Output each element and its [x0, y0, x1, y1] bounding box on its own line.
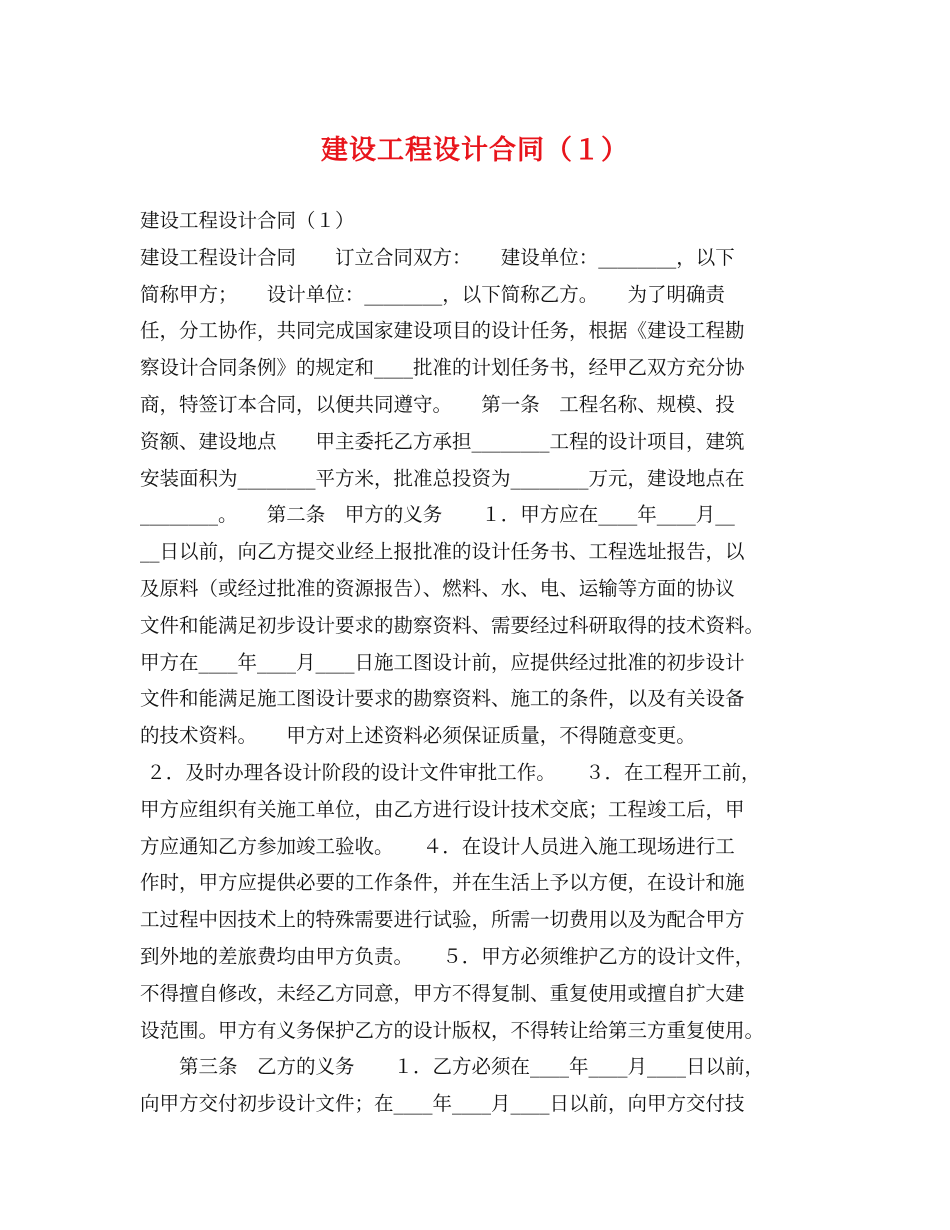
body-line: __日以前，向乙方提交业经上报批准的设计任务书、工程选址报告，以 — [140, 540, 745, 564]
body-line: 工过程中因技术上的特殊需要进行试验，所需一切费用以及为配合甲方 — [140, 908, 745, 932]
body-line: 文件和能满足初步设计要求的勘察资料、需要经过科研取得的技术资料。 — [140, 613, 765, 637]
body-line: 商，特签订本合同，以便共同遵守。 第一条 工程名称、规模、投 — [140, 392, 735, 416]
body-line: 资额、建设地点 甲主委托乙方承担________工程的设计项目，建筑 — [140, 429, 745, 453]
body-line: 向甲方交付初步设计文件；在____年____月____日以前，向甲方交付技 — [140, 1092, 745, 1116]
document-title: 建设工程设计合同（１） — [321, 135, 629, 166]
body-line: 察设计合同条例》的规定和____批准的计划任务书，经甲乙双方充分协 — [140, 356, 745, 380]
body-line: 及原料（或经过批准的资源报告）、燃料、水、电、运输等方面的协议 — [140, 576, 735, 600]
body-line: 到外地的差旅费均由甲方负责。 ５．甲方必须维护乙方的设计文件， — [140, 944, 755, 968]
body-line: 文件和能满足施工图设计要求的勘察资料、施工的条件，以及有关设备 — [140, 687, 745, 711]
document-body — [140, 203, 830, 1123]
body-line: ２．及时办理各设计阶段的设计文件审批工作。 ３．在工程开工前， — [140, 760, 761, 784]
body-line: 甲方在____年____月____日施工图设计前，应提供经过批准的初步设计 — [140, 650, 745, 674]
body-line: 不得擅自修改，未经乙方同意，甲方不得复制、重复使用或擅自扩大建 — [140, 981, 745, 1005]
body-line: 任，分工协作，共同完成国家建设项目的设计任务，根据《建设工程勘 — [140, 319, 745, 343]
body-line: 建设工程设计合同（１） — [140, 209, 355, 232]
body-line: 建设工程设计合同 订立合同双方： 建设单位：________，以下 — [140, 245, 735, 269]
body-line: 设范围。甲方有义务保护乙方的设计版权，不得转让给第三方重复使用。 — [140, 1018, 765, 1042]
body-line: 简称甲方； 设计单位：________，以下简称乙方。 为了明确责 — [140, 282, 726, 306]
body-line: 的技术资料。 甲方对上述资料必须保证质量，不得随意变更。 — [140, 724, 696, 748]
body-line: 第三条 乙方的义务 １．乙方必须在____年____月____日以前， — [140, 1055, 765, 1079]
body-line: 安装面积为________平方米，批准总投资为________万元，建设地点在 — [140, 466, 745, 490]
body-line: 方应通知乙方参加竣工验收。 ４．在设计人员进入施工现场进行工 — [140, 834, 735, 858]
body-line: 作时，甲方应提供必要的工作条件，并在生活上予以方便，在设计和施 — [140, 871, 745, 895]
body-line: 甲方应组织有关施工单位，由乙方进行设计技术交底；工程竣工后，甲 — [140, 797, 745, 821]
body-line: ________。 第二条 甲方的义务 １．甲方应在____年____月__ — [140, 503, 735, 527]
